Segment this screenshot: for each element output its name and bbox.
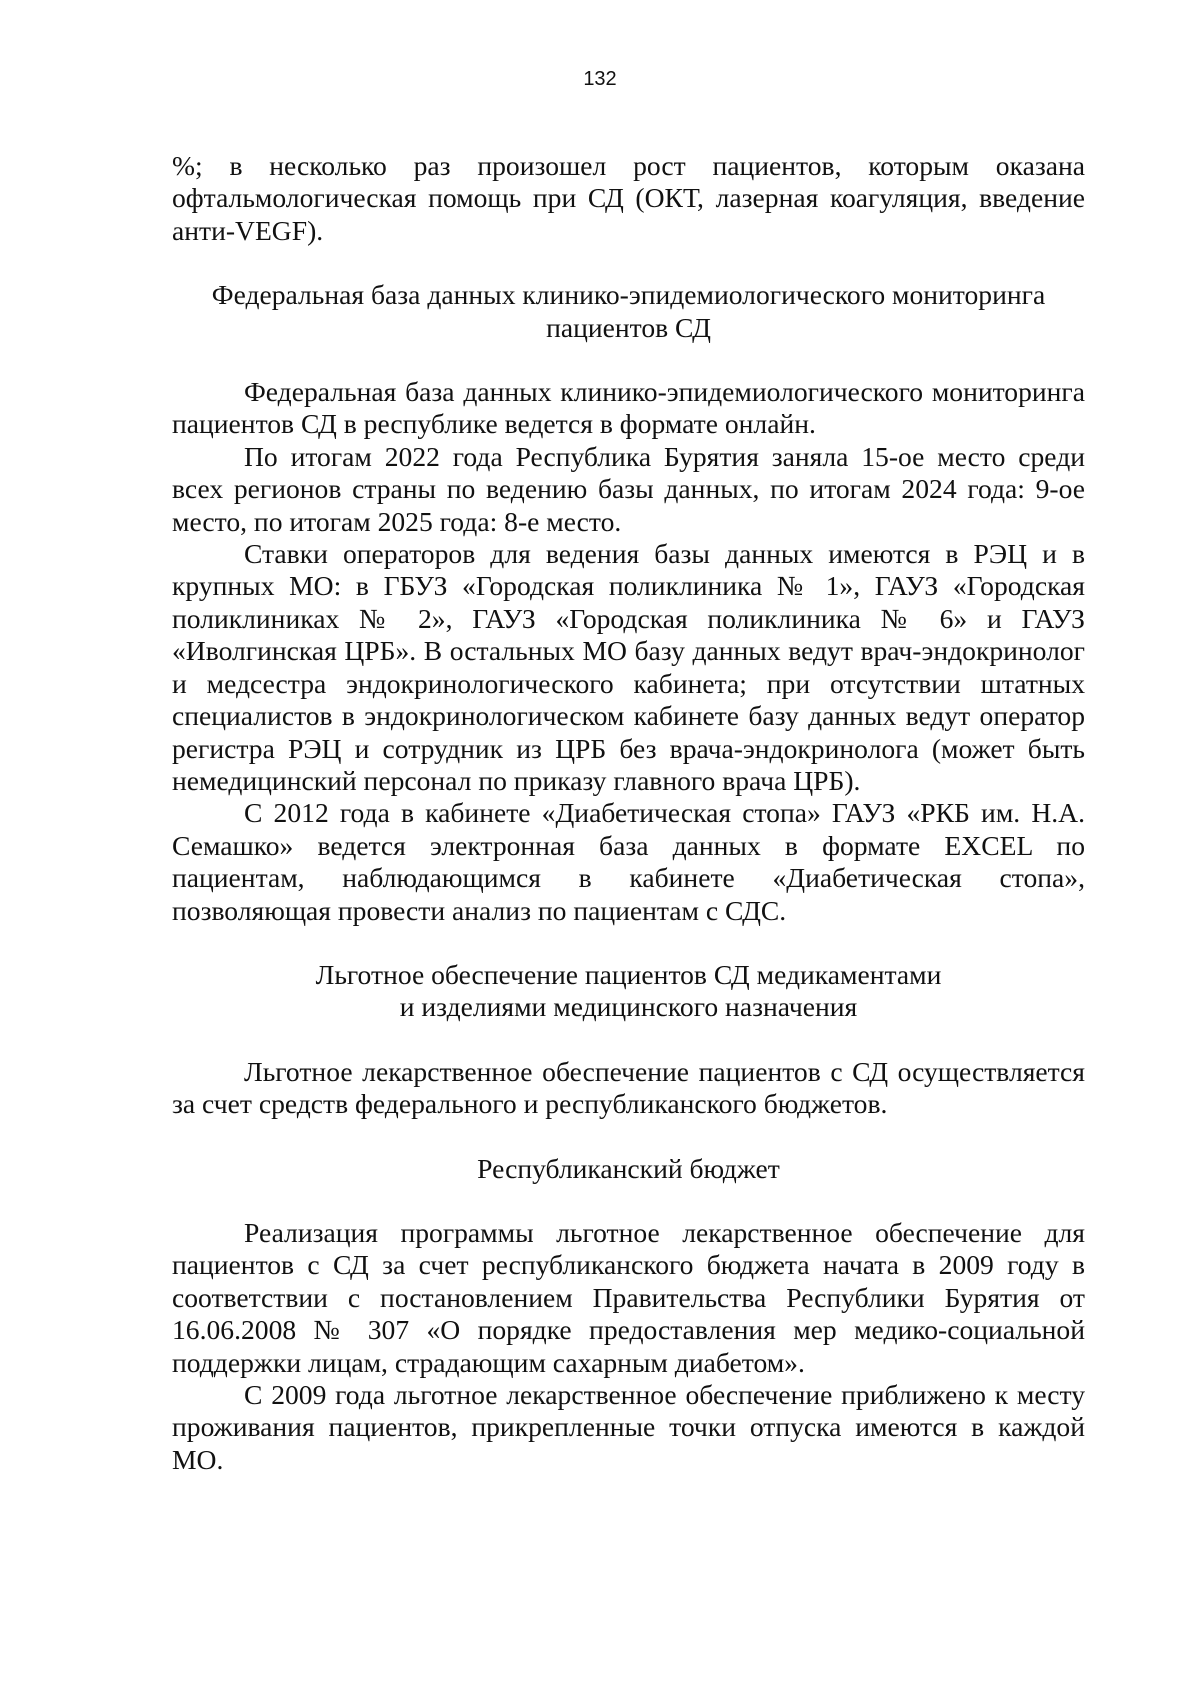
paragraph-ranking: По итогам 2022 года Республика Бурятия заняла 15-ое место среди всех регионов страны по ведению базы данных, по итогам 2024 года: 9-ое место, по итогам 2025 года: 8-е место.	[172, 440, 1085, 537]
section-heading-republican-budget: Республиканский бюджет	[477, 1152, 780, 1184]
paragraph-funding: Льготное лекарственное обеспечение пациентов с СД осуществляется за счет средств федерального и республиканского бюджетов.	[172, 1055, 1085, 1120]
page-number: 132	[583, 68, 617, 90]
paragraph-continuation: %; в несколько раз произошел рост пациентов, которым оказана офтальмологическая помощь при СД (ОКТ, лазерная коагуляция, введение анти-VEGF).	[172, 150, 1085, 246]
paragraph-program-implementation: Реализация программы льготное лекарственное обеспечение для пациентов с СД за счет республиканского бюджета начата в 2009 году в соответствии с постановлением Правительства Республики Бурятия от 16.06.2008 № 307 «О порядке предоставления мер медико-социальной поддержки лицам, страдающим сахарным диабетом».	[172, 1216, 1085, 1378]
section-heading-preferential-supply-line1: Льготное обеспечение пациентов СД медикаментами	[315, 958, 942, 990]
section-heading-federal-database: Федеральная база данных клинико-эпидемиологического мониторинга пациентов СД	[211, 279, 1046, 343]
paragraph-operators: Ставки операторов для ведения базы данных имеются в РЭЦ и в крупных МО: в ГБУЗ «Городская поликлиника № 1», ГАУЗ «Городская поликлиниках № 2», ГАУЗ «Городская поликлиника № 6» и ГАУЗ «Иволгинская ЦРБ». В остальных МО базу данных ведут врач-эндокринолог и медсестра эндокринологического кабинета; при отсутствии штатных специалистов в эндокринологическом кабинете базу данных ведут оператор регистра РЭЦ и сотрудник из ЦРБ без врача-эндокринолога (может быть немедицинский персонал по приказу главного врача ЦРБ).	[172, 538, 1085, 796]
paragraph-diabetic-foot: С 2012 года в кабинете «Диабетическая стопа» ГАУЗ «РКБ им. Н.А. Семашко» ведется электронная база данных в формате EXCEL по пациентам, наблюдающимся в кабинете «Диабетическая стопа», позволяющая провести анализ по пациентам с СДС.	[172, 797, 1085, 926]
document-body	[172, 150, 1085, 1476]
section-heading-preferential-supply-line2: и изделиями медицинского назначения	[399, 991, 858, 1023]
paragraph-dispensing-points: С 2009 года льготное лекарственное обеспечение приближено к месту проживания пациентов, прикрепленные точки отпуска имеются в каждой МО.	[172, 1379, 1085, 1475]
paragraph-database-online: Федеральная база данных клинико-эпидемиологического мониторинга пациентов СД в республике ведется в формате онлайн.	[172, 376, 1085, 440]
